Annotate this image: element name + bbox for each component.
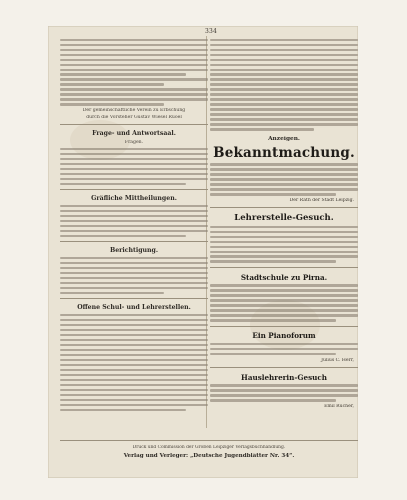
text-line xyxy=(60,178,208,180)
text-line xyxy=(210,399,336,401)
text-line xyxy=(60,262,208,264)
text-line xyxy=(60,334,208,336)
rule-separator xyxy=(210,326,358,327)
text-line xyxy=(210,299,358,301)
section-school-heading: Offene Schul- und Lehrerstellen. xyxy=(77,304,191,312)
text-line xyxy=(60,277,208,279)
text-line xyxy=(60,205,208,207)
text-line xyxy=(210,309,358,311)
text-line xyxy=(60,267,208,269)
text-line xyxy=(60,287,208,289)
text-line xyxy=(60,210,208,212)
text-line xyxy=(210,348,358,350)
publisher-line: Verlag und Verleger: „Deutsche Jugendblätter Nr. 34“. xyxy=(123,452,295,459)
association-subheading: durch die Vorsteher Gustav Wiesel Ruoel xyxy=(86,115,182,121)
text-line xyxy=(60,369,208,371)
text-line xyxy=(60,215,208,217)
text-line xyxy=(60,220,208,222)
text-line xyxy=(60,399,208,401)
text-line xyxy=(60,93,208,95)
text-line xyxy=(210,284,358,286)
rule-separator xyxy=(60,241,208,242)
text-line xyxy=(60,394,208,396)
text-line xyxy=(210,83,358,85)
text-line xyxy=(210,44,358,46)
text-line xyxy=(60,389,208,391)
text-line xyxy=(60,404,208,406)
rule-separator xyxy=(60,124,208,125)
text-line xyxy=(60,168,208,170)
text-line xyxy=(210,64,358,66)
text-line xyxy=(210,78,358,80)
anzeigen-heading: Anzeigen. xyxy=(268,135,300,142)
text-line xyxy=(60,349,208,351)
text-line xyxy=(60,324,208,326)
text-line xyxy=(60,235,186,237)
text-line xyxy=(210,54,358,56)
rule-separator xyxy=(210,207,358,208)
text-line xyxy=(60,54,208,56)
pirna-ad-title: Stadtschule zu Pirna. xyxy=(240,272,328,282)
text-line xyxy=(60,39,208,41)
text-line xyxy=(60,69,208,71)
text-line xyxy=(210,251,358,253)
text-line xyxy=(60,374,208,376)
text-line xyxy=(60,359,208,361)
text-line xyxy=(60,409,186,411)
text-line xyxy=(210,128,314,130)
text-line xyxy=(210,241,358,243)
text-line xyxy=(210,49,358,51)
text-line xyxy=(210,108,358,110)
text-line xyxy=(210,113,358,115)
text-line xyxy=(60,103,164,105)
text-line xyxy=(60,282,208,284)
text-line xyxy=(60,173,208,175)
association-heading: Der gemeinschaftliche Verein zu Erbschung xyxy=(82,108,186,114)
text-line xyxy=(210,394,358,396)
text-line xyxy=(60,98,208,100)
text-line xyxy=(210,236,358,238)
text-line xyxy=(210,39,358,41)
text-line xyxy=(60,88,208,90)
text-line xyxy=(60,163,208,165)
text-line xyxy=(60,384,208,386)
text-line xyxy=(60,339,208,341)
text-line xyxy=(60,83,164,85)
section-questions-sub: Fragen. xyxy=(124,140,144,146)
text-line xyxy=(60,379,208,381)
text-line xyxy=(60,183,186,185)
text-line xyxy=(60,44,208,46)
text-line xyxy=(210,389,358,391)
text-line xyxy=(60,158,208,160)
page-footer xyxy=(60,436,358,459)
text-line xyxy=(60,73,186,75)
text-line xyxy=(210,168,358,170)
text-line xyxy=(210,93,358,95)
text-line xyxy=(60,59,208,61)
text-line xyxy=(210,118,358,120)
text-line xyxy=(60,78,208,80)
text-line xyxy=(210,193,336,195)
text-line xyxy=(210,69,358,71)
piano-signature: Julius C. Herr, xyxy=(321,357,354,363)
text-line xyxy=(210,188,358,190)
helper-ad-title: Hauslehrerin-Gesuch xyxy=(241,372,327,382)
text-line xyxy=(210,163,358,165)
text-line xyxy=(60,272,208,274)
text-line xyxy=(210,226,358,228)
text-line xyxy=(60,64,208,66)
text-line xyxy=(210,178,358,180)
text-line xyxy=(210,353,336,355)
bekanntmachung-title: Bekanntmachung. xyxy=(213,144,355,161)
text-line xyxy=(210,314,358,316)
text-line xyxy=(210,59,358,61)
text-line xyxy=(210,255,358,257)
text-line xyxy=(60,344,208,346)
text-line xyxy=(210,343,358,345)
text-line xyxy=(210,173,358,175)
text-line xyxy=(60,230,208,232)
section-questions-heading: Frage- und Antwortsaal. xyxy=(92,130,176,138)
text-line xyxy=(210,103,358,105)
right-column xyxy=(210,36,358,411)
council-signature: Der Rath der Stadt Leipzig. xyxy=(289,198,354,204)
rule-separator xyxy=(210,267,358,268)
helper-signature: Emil Rücher, xyxy=(324,404,354,410)
rule-separator xyxy=(60,189,208,190)
text-line xyxy=(60,329,208,331)
printer-line: Druck und Commission der Großen Leipziger Verlagsbuchhandlung. xyxy=(132,444,286,450)
text-line xyxy=(60,292,164,294)
piano-ad-title: Ein Pianoforum xyxy=(252,331,316,341)
text-line xyxy=(210,304,358,306)
text-line xyxy=(60,49,208,51)
text-line xyxy=(210,183,358,185)
text-line xyxy=(210,231,358,233)
rule-separator xyxy=(210,367,358,368)
text-line xyxy=(60,319,208,321)
text-line xyxy=(60,354,208,356)
text-line xyxy=(210,289,358,291)
text-line xyxy=(60,148,208,150)
section-recruiting-heading: Berichtigung. xyxy=(109,246,159,254)
rule-separator xyxy=(60,298,208,299)
text-line xyxy=(60,364,208,366)
text-line xyxy=(210,88,358,90)
text-line xyxy=(60,153,208,155)
text-line xyxy=(60,257,208,259)
text-line xyxy=(60,225,208,227)
section-stages-heading: Gräfliche Mittheilungen. xyxy=(91,194,177,202)
text-line xyxy=(210,98,358,100)
teacher-ad-title: Lehrerstelle-Gesuch. xyxy=(234,212,334,223)
left-column xyxy=(60,36,208,414)
text-line xyxy=(210,319,336,321)
text-line xyxy=(210,246,358,248)
text-line xyxy=(210,73,358,75)
rule-separator xyxy=(60,440,358,441)
text-line xyxy=(210,384,358,386)
text-line xyxy=(210,123,358,125)
page-number: 334 xyxy=(204,28,218,35)
text-line xyxy=(210,260,336,262)
text-line xyxy=(60,314,208,316)
text-line xyxy=(210,294,358,296)
